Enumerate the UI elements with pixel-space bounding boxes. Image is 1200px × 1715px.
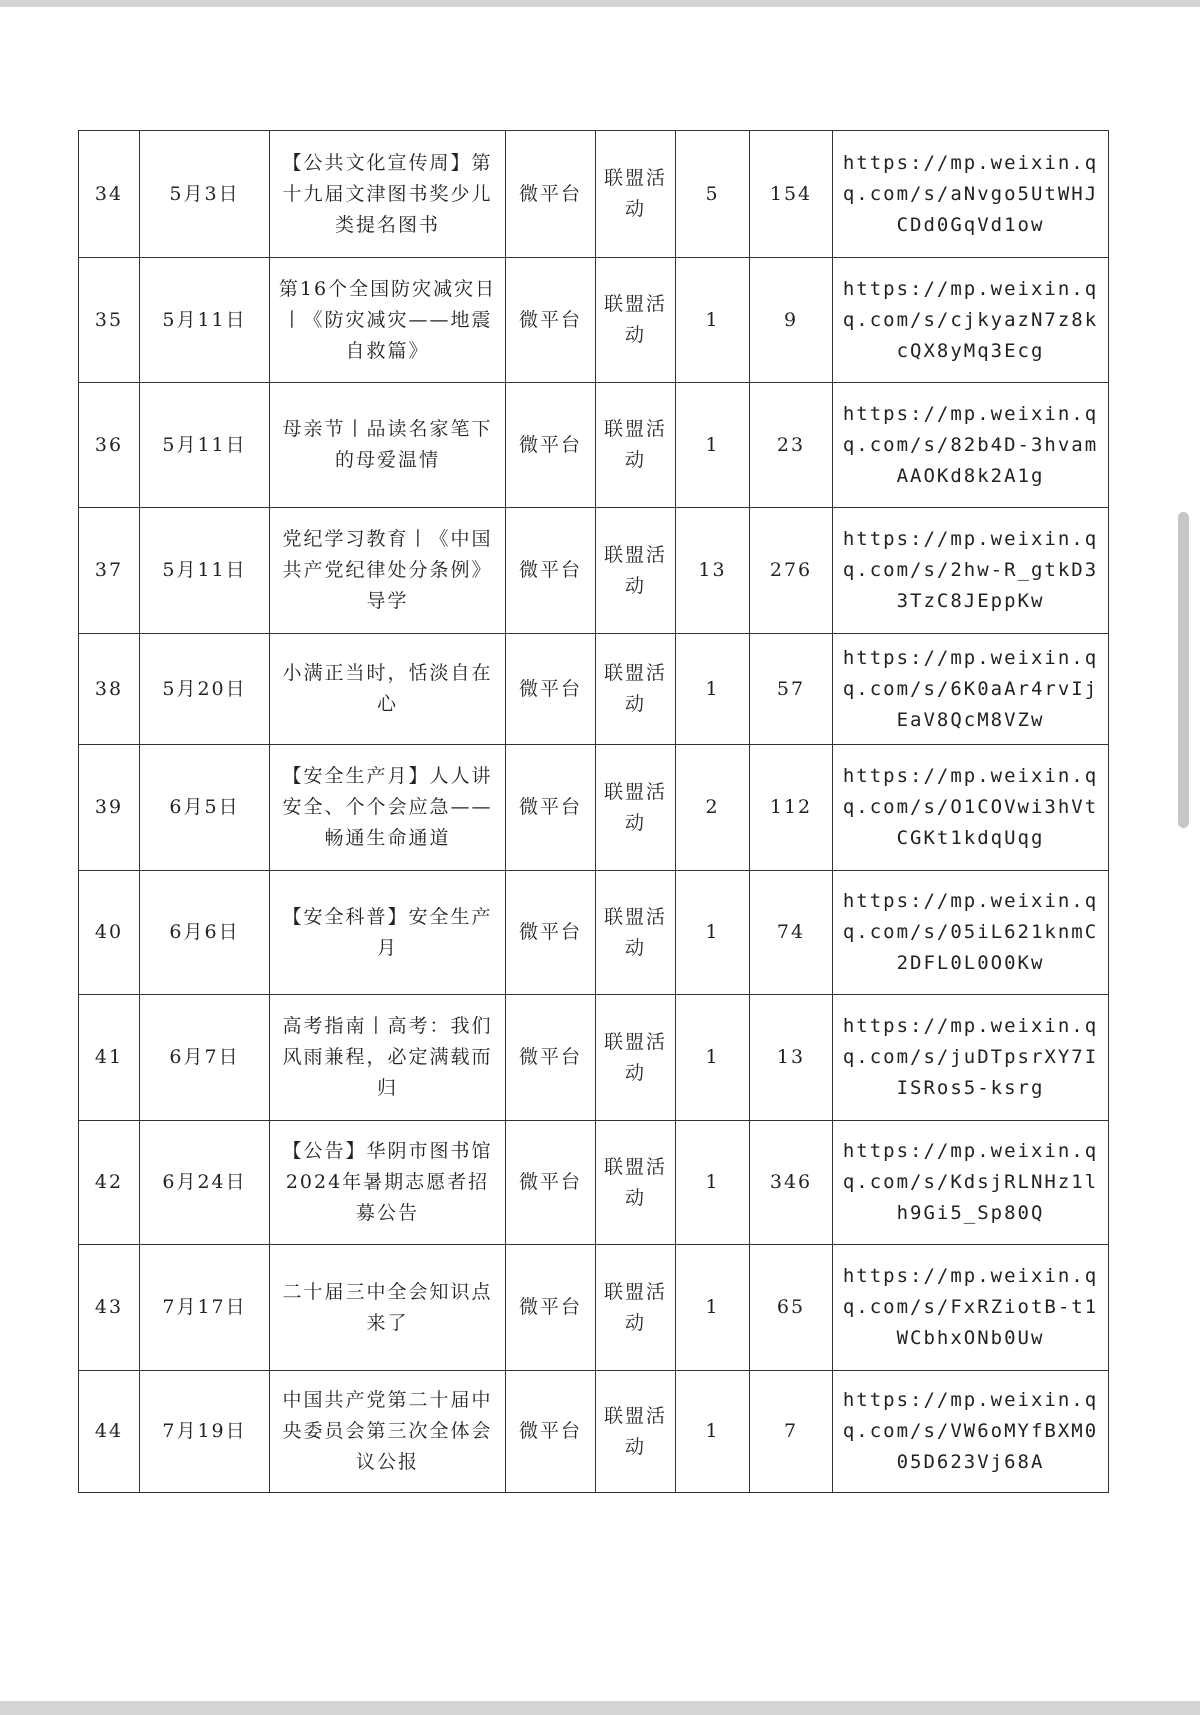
table-row	[79, 745, 1109, 871]
cell-title: 【安全生产月】人人讲安全、个个会应急——畅通生命通道	[270, 745, 506, 871]
table-row	[79, 508, 1109, 634]
cell-date: 6月7日	[140, 995, 270, 1121]
cell-url[interactable]: https://mp.weixin.qq.com/s/6K0aAr4rvIjEaV8QcM8VZw	[833, 634, 1109, 745]
table-row	[79, 1121, 1109, 1245]
cell-count: 1	[676, 871, 750, 995]
cell-title: 小满正当时，恬淡自在心	[270, 634, 506, 745]
cell-count: 1	[676, 383, 750, 508]
cell-type: 联盟活动	[596, 634, 676, 745]
cell-date: 5月3日	[140, 131, 270, 258]
cell-platform: 微平台	[506, 131, 596, 258]
cell-number: 39	[79, 745, 140, 871]
table-row	[79, 1371, 1109, 1493]
cell-type: 联盟活动	[596, 995, 676, 1121]
cell-reads: 9	[750, 258, 833, 383]
cell-count: 13	[676, 508, 750, 634]
table-row	[79, 995, 1109, 1121]
cell-platform: 微平台	[506, 258, 596, 383]
cell-title: 【公告】华阴市图书馆2024年暑期志愿者招募公告	[270, 1121, 506, 1245]
cell-date: 6月24日	[140, 1121, 270, 1245]
cell-url[interactable]: https://mp.weixin.qq.com/s/FxRZiotB-t1WCbhxONb0Uw	[833, 1245, 1109, 1371]
cell-number: 41	[79, 995, 140, 1121]
cell-platform: 微平台	[506, 1245, 596, 1371]
cell-url[interactable]: https://mp.weixin.qq.com/s/KdsjRLNHz1lh9Gi5_Sp80Q	[833, 1121, 1109, 1245]
cell-url[interactable]: https://mp.weixin.qq.com/s/05iL621knmC2DFL0L0O0Kw	[833, 871, 1109, 995]
cell-platform: 微平台	[506, 1121, 596, 1245]
cell-title: 二十届三中全会知识点来了	[270, 1245, 506, 1371]
cell-type: 联盟活动	[596, 258, 676, 383]
cell-date: 7月19日	[140, 1371, 270, 1493]
cell-title: 母亲节丨品读名家笔下的母爱温情	[270, 383, 506, 508]
cell-reads: 276	[750, 508, 833, 634]
cell-reads: 112	[750, 745, 833, 871]
cell-platform: 微平台	[506, 995, 596, 1121]
table-body	[79, 131, 1109, 1493]
table-row	[79, 258, 1109, 383]
scrollbar-thumb[interactable]	[1178, 512, 1189, 828]
cell-count: 1	[676, 995, 750, 1121]
cell-date: 6月6日	[140, 871, 270, 995]
cell-number: 35	[79, 258, 140, 383]
cell-platform: 微平台	[506, 1371, 596, 1493]
cell-type: 联盟活动	[596, 1245, 676, 1371]
cell-count: 1	[676, 634, 750, 745]
cell-url[interactable]: https://mp.weixin.qq.com/s/cjkyazN7z8kcQX8yMq3Ecg	[833, 258, 1109, 383]
cell-reads: 65	[750, 1245, 833, 1371]
cell-number: 43	[79, 1245, 140, 1371]
cell-platform: 微平台	[506, 383, 596, 508]
table-row	[79, 131, 1109, 258]
cell-url[interactable]: https://mp.weixin.qq.com/s/O1COVwi3hVtCGKt1kdqUqg	[833, 745, 1109, 871]
cell-number: 40	[79, 871, 140, 995]
cell-type: 联盟活动	[596, 131, 676, 258]
cell-count: 5	[676, 131, 750, 258]
cell-count: 1	[676, 1121, 750, 1245]
cell-url[interactable]: https://mp.weixin.qq.com/s/juDTpsrXY7IISRos5-ksrg	[833, 995, 1109, 1121]
cell-date: 5月11日	[140, 383, 270, 508]
cell-reads: 57	[750, 634, 833, 745]
cell-type: 联盟活动	[596, 508, 676, 634]
activity-table	[78, 130, 1109, 1493]
cell-number: 34	[79, 131, 140, 258]
cell-number: 44	[79, 1371, 140, 1493]
document-page	[0, 7, 1200, 1701]
cell-reads: 23	[750, 383, 833, 508]
table-row	[79, 383, 1109, 508]
cell-number: 37	[79, 508, 140, 634]
cell-title: 第16个全国防灾减灾日丨《防灾减灾——地震自救篇》	[270, 258, 506, 383]
cell-count: 2	[676, 745, 750, 871]
cell-date: 7月17日	[140, 1245, 270, 1371]
table-row	[79, 1245, 1109, 1371]
cell-platform: 微平台	[506, 508, 596, 634]
cell-platform: 微平台	[506, 871, 596, 995]
cell-count: 1	[676, 1371, 750, 1493]
cell-type: 联盟活动	[596, 1121, 676, 1245]
cell-date: 5月20日	[140, 634, 270, 745]
cell-reads: 13	[750, 995, 833, 1121]
cell-url[interactable]: https://mp.weixin.qq.com/s/VW6oMYfBXM005D623Vj68A	[833, 1371, 1109, 1493]
cell-type: 联盟活动	[596, 871, 676, 995]
cell-number: 42	[79, 1121, 140, 1245]
table-row	[79, 634, 1109, 745]
cell-title: 【安全科普】安全生产月	[270, 871, 506, 995]
cell-reads: 7	[750, 1371, 833, 1493]
cell-number: 38	[79, 634, 140, 745]
cell-platform: 微平台	[506, 745, 596, 871]
cell-count: 1	[676, 258, 750, 383]
cell-reads: 154	[750, 131, 833, 258]
cell-url[interactable]: https://mp.weixin.qq.com/s/aNvgo5UtWHJCDd0GqVd1ow	[833, 131, 1109, 258]
cell-date: 5月11日	[140, 508, 270, 634]
cell-reads: 74	[750, 871, 833, 995]
cell-platform: 微平台	[506, 634, 596, 745]
cell-number: 36	[79, 383, 140, 508]
cell-date: 5月11日	[140, 258, 270, 383]
cell-url[interactable]: https://mp.weixin.qq.com/s/2hw-R_gtkD33TzC8JEppKw	[833, 508, 1109, 634]
cell-type: 联盟活动	[596, 745, 676, 871]
cell-type: 联盟活动	[596, 1371, 676, 1493]
table-row	[79, 871, 1109, 995]
cell-title: 【公共文化宣传周】第十九届文津图书奖少儿类提名图书	[270, 131, 506, 258]
cell-reads: 346	[750, 1121, 833, 1245]
cell-url[interactable]: https://mp.weixin.qq.com/s/82b4D-3hvamAAOKd8k2A1g	[833, 383, 1109, 508]
cell-title: 党纪学习教育丨《中国共产党纪律处分条例》导学	[270, 508, 506, 634]
cell-title: 中国共产党第二十届中央委员会第三次全体会议公报	[270, 1371, 506, 1493]
cell-title: 高考指南丨高考：我们风雨兼程，必定满载而归	[270, 995, 506, 1121]
cell-date: 6月5日	[140, 745, 270, 871]
cell-count: 1	[676, 1245, 750, 1371]
cell-type: 联盟活动	[596, 383, 676, 508]
